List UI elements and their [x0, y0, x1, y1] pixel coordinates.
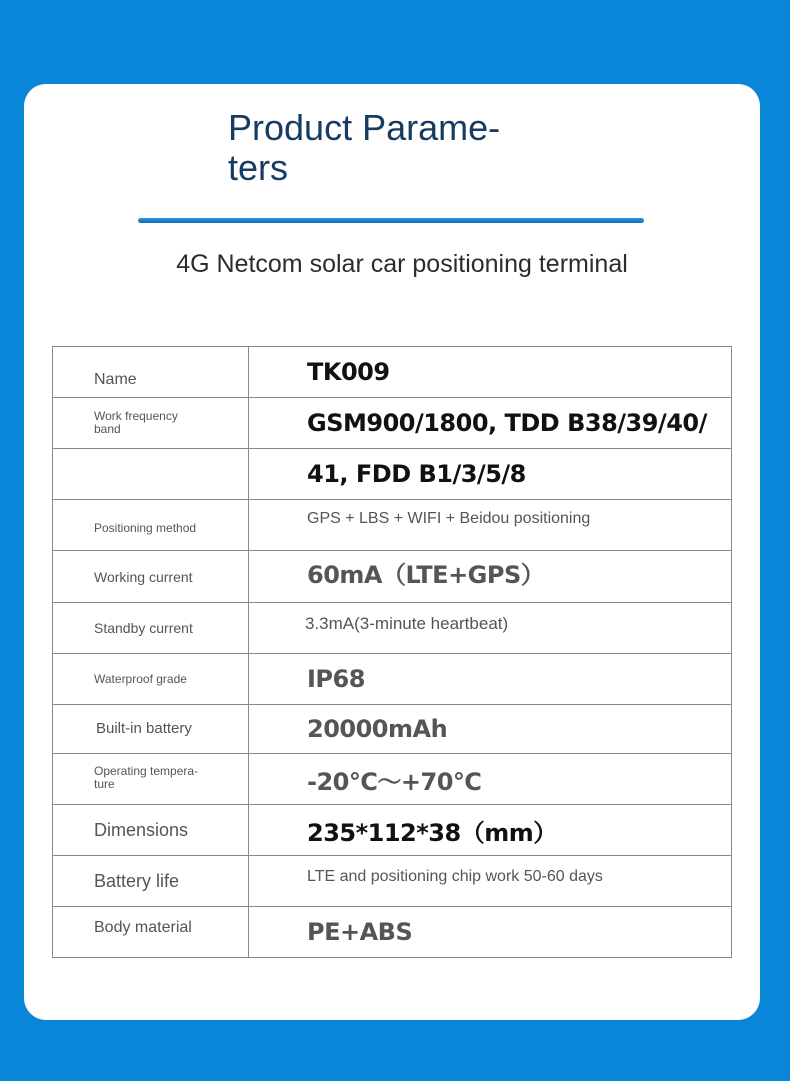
- param-value-standby-current: 3.3mA(3-minute heartbeat): [249, 603, 732, 654]
- param-label-standby-current: Standby current: [53, 603, 249, 654]
- param-value-frequency-line2: 41, FDD B1/3/5/8: [249, 449, 732, 500]
- param-label-positioning: Positioning method: [53, 500, 249, 551]
- param-value-positioning: GPS + LBS + WIFI + Beidou positioning: [249, 500, 732, 551]
- table-row: [53, 754, 732, 805]
- param-value-temperature: -20℃～+70℃: [249, 754, 732, 805]
- param-value-battery: 20000mAh: [249, 705, 732, 754]
- param-value-dimensions: 235*112*38（mm）: [249, 805, 732, 856]
- param-label-battery: Built-in battery: [53, 705, 249, 754]
- parameters-table: [52, 346, 732, 958]
- param-label-dimensions: Dimensions: [53, 805, 249, 856]
- table-row: [53, 805, 732, 856]
- product-subtitle: 4G Netcom solar car positioning terminal: [176, 250, 628, 278]
- table-row: [53, 398, 732, 449]
- param-value-material: PE+ABS: [249, 907, 732, 958]
- page-title: Product Parame- ters: [228, 107, 501, 188]
- table-row: [53, 347, 732, 398]
- table-row: [53, 551, 732, 603]
- table-row: [53, 500, 732, 551]
- param-value-waterproof: IP68: [249, 654, 732, 705]
- table-row: [53, 603, 732, 654]
- param-label-name: Name: [53, 347, 249, 398]
- table-row: [53, 705, 732, 754]
- table-row: [53, 449, 732, 500]
- title-underline: [138, 218, 644, 223]
- table-row: [53, 856, 732, 907]
- param-label-frequency: Work frequency band: [53, 398, 249, 449]
- param-value-frequency-line1: GSM900/1800, TDD B38/39/40/: [249, 398, 732, 449]
- param-label-material: Body material: [53, 907, 249, 958]
- param-label-waterproof: Waterproof grade: [53, 654, 249, 705]
- content-card: [24, 84, 760, 1020]
- param-value-working-current: 60mA（LTE+GPS）: [249, 551, 732, 603]
- table-row: [53, 907, 732, 958]
- table-row: [53, 654, 732, 705]
- param-label-temperature: Operating tempera- ture: [53, 754, 249, 805]
- param-label-battery-life: Battery life: [53, 856, 249, 907]
- param-label-empty: [53, 449, 249, 500]
- param-value-name: TK009: [249, 347, 732, 398]
- param-label-working-current: Working current: [53, 551, 249, 603]
- param-value-battery-life: LTE and positioning chip work 50-60 days: [249, 856, 732, 907]
